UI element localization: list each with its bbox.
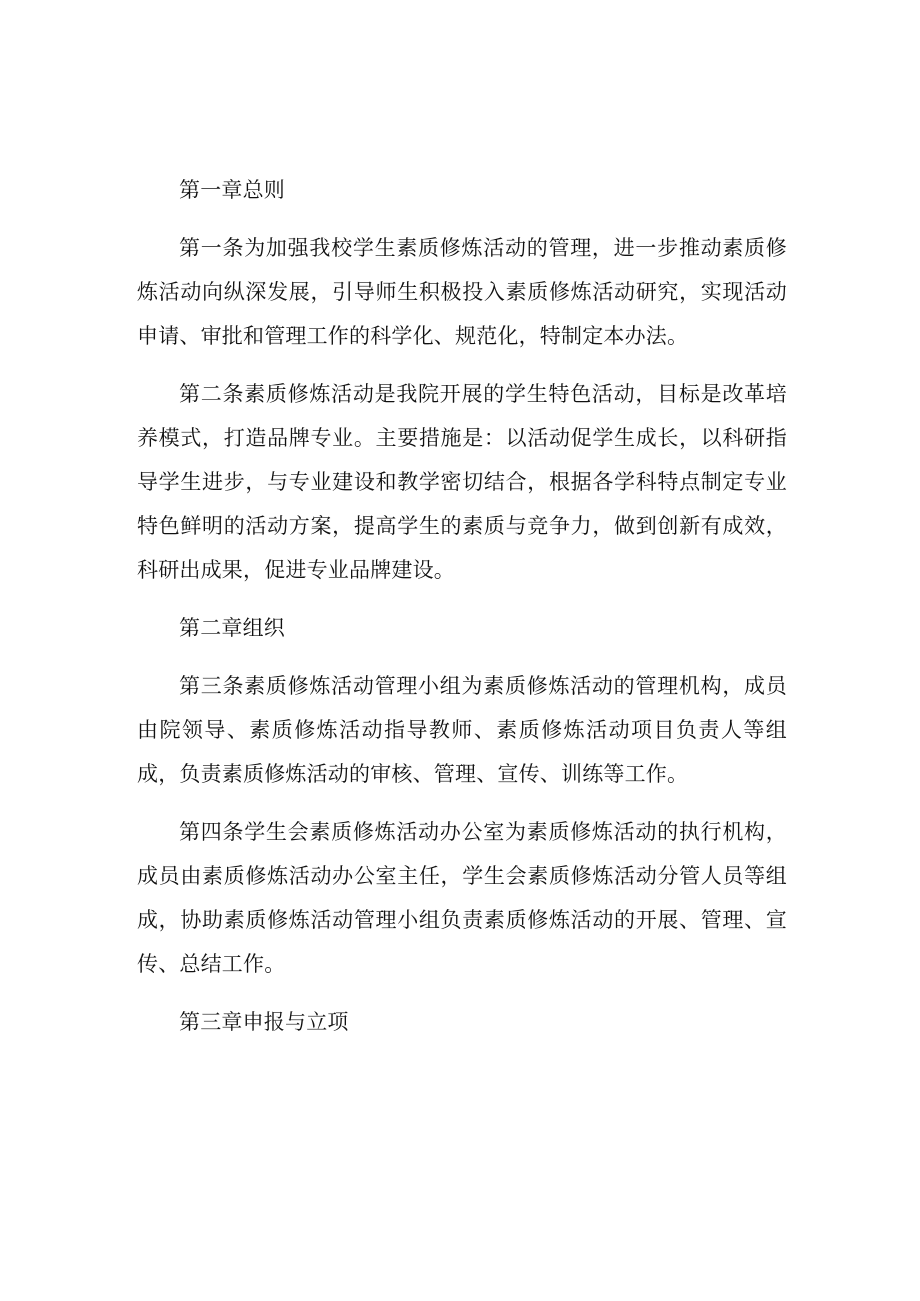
chapter-heading-general: 第一章总则 [179, 178, 285, 202]
article-4-paragraph: 第四条学生会素质修炼活动办公室为素质修炼活动的执行机构，成员由素质修炼活动办公室主任，学生会素质修炼活动分管人员等组成，协助素质修炼活动管理小组负责素质修炼活动的开展、管理、宣传、总结工作。 [137, 820, 787, 976]
article-2-paragraph: 第二条素质修炼活动是我院开展的学生特色活动，目标是改革培养模式，打造品牌专业。主要措施是：以活动促学生成长，以科研指导学生进步，与专业建设和教学密切结合，根据各学科特点制定专业特色鲜明的活动方案，提高学生的素质与竞争力，做到创新有成效，科研出成果，促进专业品牌建设。 [137, 382, 787, 582]
document-body [137, 168, 787, 1058]
chapter-heading-application: 第三章申报与立项 [179, 1010, 349, 1034]
article-3-paragraph: 第三条素质修炼活动管理小组为素质修炼活动的管理机构，成员由院领导、素质修炼活动指导教师、素质修炼活动项目负责人等组成，负责素质修炼活动的审核、管理、宣传、训练等工作。 [137, 674, 787, 786]
chapter-heading-organization: 第二章组织 [179, 616, 285, 640]
article-1-paragraph: 第一条为加强我校学生素质修炼活动的管理，进一步推动素质修炼活动向纵深发展，引导师生积极投入素质修炼活动研究，实现活动申请、审批和管理工作的科学化、规范化，特制定本办法。 [137, 236, 787, 348]
